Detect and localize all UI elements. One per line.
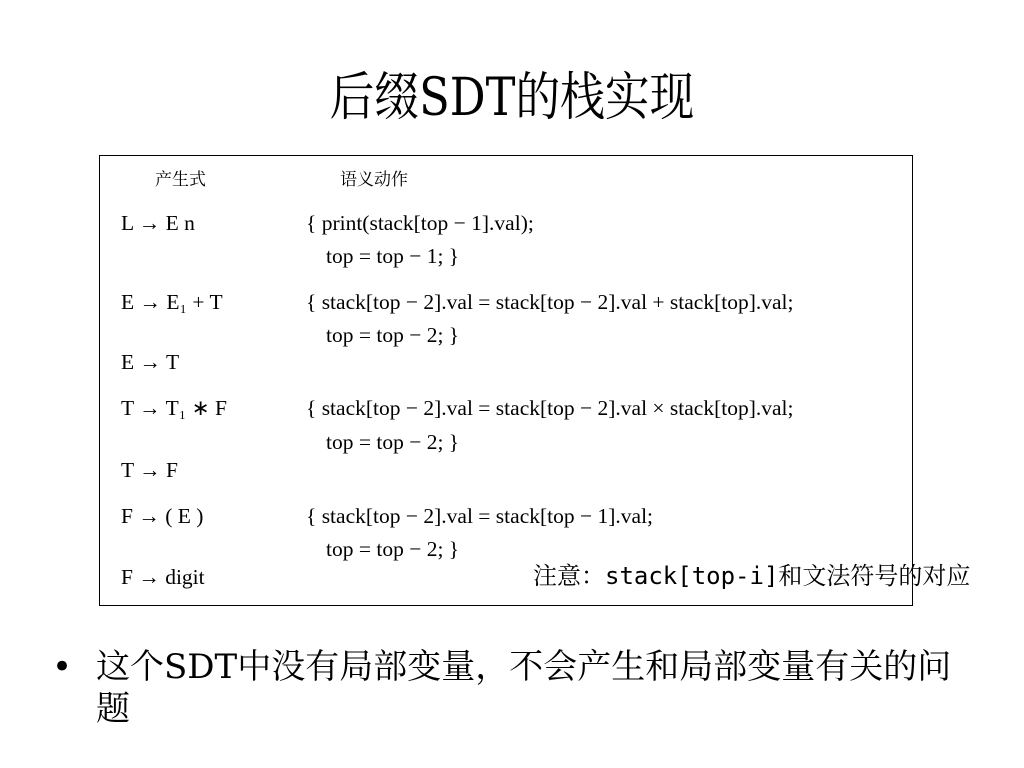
production-cell: T → F xyxy=(121,458,178,482)
action-cell: { stack[top − 2].val = stack[top − 2].val + stack[top].val; xyxy=(306,290,794,314)
action-cell: top = top − 2; } xyxy=(326,430,460,454)
production-cell: F → digit xyxy=(121,565,205,589)
production-cell: T → T₁ ∗ F xyxy=(121,396,227,420)
production-cell: F → ( E ) xyxy=(121,504,204,528)
action-cell: top = top − 2; } xyxy=(326,323,460,347)
production-cell: L → E n xyxy=(121,211,195,235)
header-production: 产生式 xyxy=(155,170,206,190)
bullet-text: 这个SDT中没有局部变量，不会产生和局部变量有关的问题 xyxy=(96,647,952,729)
action-cell: { stack[top − 2].val = stack[top − 2].val × stack[top].val; xyxy=(306,396,794,420)
sdt-table xyxy=(99,155,913,606)
bullet-marker: • xyxy=(52,647,73,687)
action-cell: top = top − 1; } xyxy=(326,244,460,268)
action-cell: { stack[top − 2].val = stack[top − 1].val; xyxy=(306,504,654,528)
action-cell: { print(stack[top − 1].val); xyxy=(306,211,534,235)
note-annotation: 注意：stack[top-i]和文法符号的对应 xyxy=(533,562,971,590)
production-cell: E → T xyxy=(121,350,180,374)
header-action: 语义动作 xyxy=(340,170,408,190)
action-cell: top = top − 2; } xyxy=(326,537,460,561)
production-cell: E → E₁ + T xyxy=(121,290,223,314)
slide-title: 后缀SDT的栈实现 xyxy=(329,68,695,128)
